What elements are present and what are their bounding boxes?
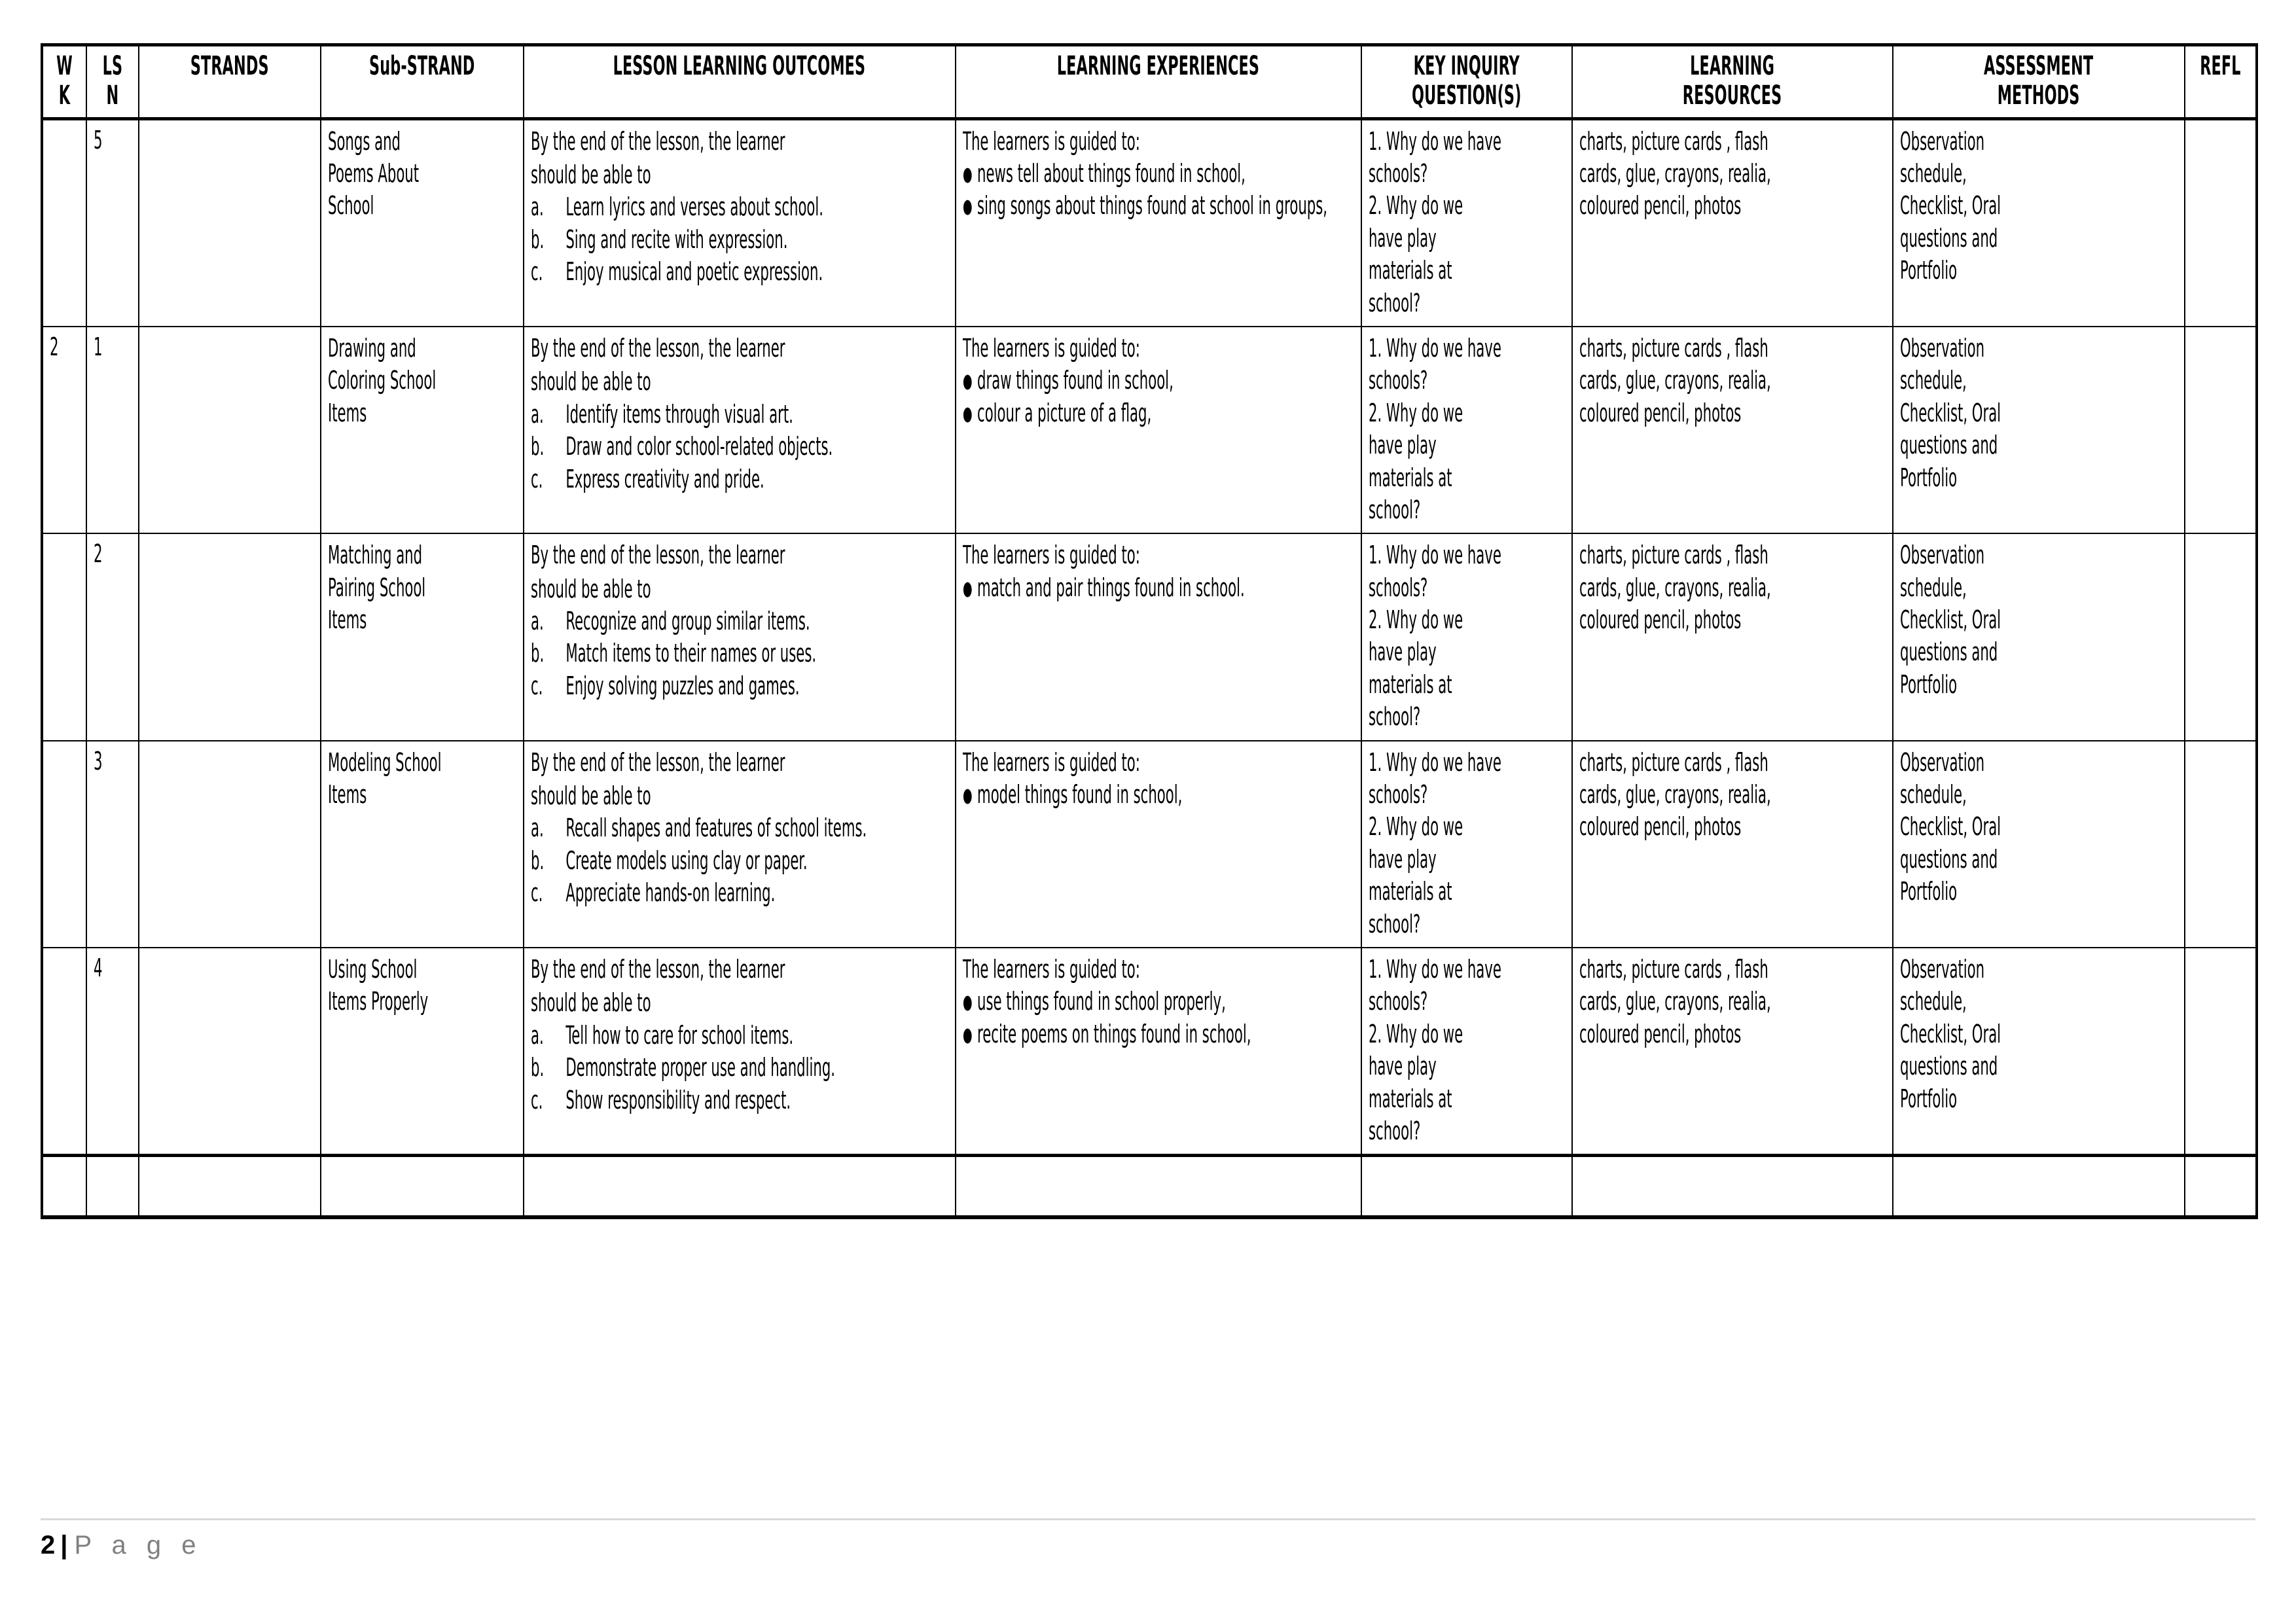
resource-line: cards, glue, crayons, realia, xyxy=(1579,573,1771,602)
header-asm-line1: ASSESSMENT xyxy=(1984,51,2094,81)
bullet-icon xyxy=(963,399,977,427)
kiq-line: have play xyxy=(1369,844,1437,874)
resource-line: charts, picture cards , flash xyxy=(1579,747,1768,777)
kiq-line: schools? xyxy=(1369,158,1428,188)
header-strands-label: STRANDS xyxy=(190,51,269,81)
cell-strand xyxy=(139,948,321,1156)
cell-key-inquiry-questions xyxy=(1361,741,1572,948)
kiq-line: materials at xyxy=(1369,877,1452,906)
outcomes-block xyxy=(531,747,948,910)
cell-week xyxy=(42,118,86,327)
outcome-item xyxy=(531,224,948,256)
resources-block xyxy=(1579,747,1885,844)
assessment-line: schedule, xyxy=(1900,366,1967,395)
kiq-line: have play xyxy=(1369,431,1437,460)
footer-page-indicator xyxy=(41,1531,2255,1560)
footer-divider xyxy=(41,1518,2255,1520)
kiq-block xyxy=(1369,332,1564,526)
table-row xyxy=(42,118,2257,327)
cell-strand xyxy=(139,327,321,533)
assessment-line: Portfolio xyxy=(1900,669,1958,699)
assessment-line: schedule, xyxy=(1900,158,1967,188)
column-header-reflection xyxy=(2185,45,2257,119)
kiq-line: materials at xyxy=(1369,669,1452,699)
outcome-item xyxy=(531,463,948,495)
outcomes-lead-line2: should be able to xyxy=(531,574,651,603)
assessment-line: Checklist, Oral xyxy=(1900,605,2001,635)
experience-item xyxy=(963,779,1354,811)
bullet-icon xyxy=(963,573,977,602)
resource-line: charts, picture cards , flash xyxy=(1579,954,1768,984)
assessment-line: Checklist, Oral xyxy=(1900,812,2001,842)
outcome-marker: b. xyxy=(531,1053,545,1082)
kiq-block xyxy=(1369,126,1564,319)
experiences-lead: The learners is guided to: xyxy=(963,541,1140,570)
outcome-text: Draw and color school-related objects. xyxy=(565,432,833,461)
resources-block xyxy=(1579,539,1885,636)
assessment-line: schedule, xyxy=(1900,573,1967,602)
outcome-marker: b. xyxy=(531,224,545,254)
column-header-learning-experiences xyxy=(956,45,1361,119)
experiences-list xyxy=(963,986,1354,1050)
experience-item xyxy=(963,365,1354,397)
cell-lesson-learning-outcomes xyxy=(524,533,956,740)
assessment-block xyxy=(1900,747,2177,908)
outcome-item xyxy=(531,877,948,909)
cell-key-inquiry-questions xyxy=(1361,327,1572,533)
header-kiq-line1: KEY INQUIRY xyxy=(1413,51,1520,81)
resource-line: coloured pencil, photos xyxy=(1579,605,1742,635)
cell-empty[interactable] xyxy=(42,1156,86,1217)
header-lsn-line2: N xyxy=(106,80,119,111)
outcome-item xyxy=(531,637,948,669)
bullet-icon xyxy=(963,191,977,220)
cell-learning-experiences xyxy=(956,533,1361,740)
cell-lesson-number xyxy=(86,948,139,1156)
experience-item xyxy=(963,158,1354,190)
outcomes-list xyxy=(531,399,948,495)
resources-block xyxy=(1579,332,1885,429)
kiq-line: have play xyxy=(1369,637,1437,667)
cell-lesson-learning-outcomes xyxy=(524,741,956,948)
sub-strand-value: Drawing and Coloring School Items xyxy=(328,333,437,427)
outcome-text: Tell how to care for school items. xyxy=(565,1020,794,1050)
cell-assessment-methods xyxy=(1893,327,2185,533)
outcomes-lead-line1: By the end of the lesson, the learner xyxy=(531,954,785,984)
cell-learning-resources xyxy=(1572,533,1893,740)
kiq-line: schools? xyxy=(1369,780,1428,810)
outcome-marker: a. xyxy=(531,1020,544,1050)
sub-strand-value: Modeling School Items xyxy=(328,747,442,810)
experience-text: model things found in school, xyxy=(977,780,1183,810)
assessment-line: questions and xyxy=(1900,431,1998,460)
cell-sub-strand xyxy=(321,741,524,948)
cell-sub-strand xyxy=(321,327,524,533)
outcomes-list xyxy=(531,812,948,909)
cell-assessment-methods xyxy=(1893,118,2185,327)
outcome-item xyxy=(531,845,948,877)
header-llo-label: LESSON LEARNING OUTCOMES xyxy=(613,51,866,81)
cell-reflection[interactable] xyxy=(2185,741,2257,948)
resources-block xyxy=(1579,954,1885,1050)
column-header-week xyxy=(42,45,86,119)
cell-strand xyxy=(139,741,321,948)
outcomes-lead-line2: should be able to xyxy=(531,988,651,1018)
outcome-text: Match items to their names or uses. xyxy=(565,639,817,668)
outcome-item xyxy=(531,431,948,463)
kiq-line: materials at xyxy=(1369,1084,1452,1113)
experiences-block xyxy=(963,954,1354,1050)
cell-assessment-methods xyxy=(1893,533,2185,740)
cell-strand xyxy=(139,533,321,740)
outcomes-lead-line1: By the end of the lesson, the learner xyxy=(531,333,785,363)
header-lsn-line1: LS xyxy=(102,51,123,81)
assessment-block xyxy=(1900,954,2177,1115)
table-row xyxy=(42,327,2257,533)
outcomes-block xyxy=(531,332,948,495)
kiq-line: 2. Why do we xyxy=(1369,398,1463,427)
kiq-line: school? xyxy=(1369,702,1421,732)
column-header-sub-strand xyxy=(321,45,524,119)
outcome-text: Recognize and group similar items. xyxy=(565,607,810,636)
assessment-line: questions and xyxy=(1900,637,1998,667)
assessment-block xyxy=(1900,539,2177,701)
assessment-line: questions and xyxy=(1900,1052,1998,1081)
resource-line: cards, glue, crayons, realia, xyxy=(1579,987,1771,1016)
cell-empty[interactable] xyxy=(139,1156,321,1217)
cell-empty[interactable] xyxy=(1572,1156,1893,1217)
experience-text: match and pair things found in school. xyxy=(977,573,1245,602)
cell-empty[interactable] xyxy=(956,1156,1361,1217)
cell-learning-resources xyxy=(1572,327,1893,533)
kiq-line: school? xyxy=(1369,1116,1421,1145)
cell-assessment-methods xyxy=(1893,948,2185,1156)
experience-item xyxy=(963,397,1354,429)
lesson-number-value: 1 xyxy=(94,332,103,361)
assessment-line: Checklist, Oral xyxy=(1900,1019,2001,1048)
outcome-marker: a. xyxy=(531,607,544,636)
outcome-item xyxy=(531,399,948,431)
scheme-of-work-table xyxy=(41,43,2258,1219)
outcome-text: Enjoy musical and poetic expression. xyxy=(565,257,823,287)
cell-reflection[interactable] xyxy=(2185,118,2257,327)
cell-reflection[interactable] xyxy=(2185,533,2257,740)
sub-strand-value: Songs and Poems About School xyxy=(328,126,420,221)
cell-week xyxy=(42,327,86,533)
cell-learning-resources xyxy=(1572,741,1893,948)
week-value: 2 xyxy=(50,332,59,361)
cell-reflection[interactable] xyxy=(2185,948,2257,1156)
assessment-line: Observation xyxy=(1900,747,1985,777)
bullet-icon xyxy=(963,366,977,395)
experiences-block xyxy=(963,747,1354,812)
resource-line: coloured pencil, photos xyxy=(1579,1019,1742,1048)
outcome-marker: b. xyxy=(531,639,545,668)
table-row-empty xyxy=(42,1156,2257,1217)
outcome-marker: a. xyxy=(531,192,544,222)
cell-week xyxy=(42,741,86,948)
table-row xyxy=(42,948,2257,1156)
outcome-marker: c. xyxy=(531,1085,543,1115)
outcome-marker: c. xyxy=(531,671,543,700)
resource-line: cards, glue, crayons, realia, xyxy=(1579,158,1771,188)
experiences-list xyxy=(963,365,1354,429)
column-header-lesson-learning-outcomes xyxy=(524,45,956,119)
kiq-block xyxy=(1369,954,1564,1147)
lesson-number-value: 4 xyxy=(94,953,103,982)
experiences-list xyxy=(963,158,1354,223)
kiq-line: materials at xyxy=(1369,463,1452,492)
header-asm-line2: METHODS xyxy=(1997,80,2080,111)
experience-text: recite poems on things found in school, xyxy=(977,1019,1251,1048)
cell-lesson-learning-outcomes xyxy=(524,948,956,1156)
cell-week xyxy=(42,533,86,740)
assessment-line: Observation xyxy=(1900,954,1985,984)
column-header-strands xyxy=(139,45,321,119)
experiences-block xyxy=(963,539,1354,604)
outcome-marker: c. xyxy=(531,257,543,287)
kiq-line: have play xyxy=(1369,223,1437,253)
bullet-icon xyxy=(963,159,977,188)
experiences-lead: The learners is guided to: xyxy=(963,747,1140,777)
resource-line: charts, picture cards , flash xyxy=(1579,333,1768,363)
assessment-line: Observation xyxy=(1900,126,1985,156)
resource-line: cards, glue, crayons, realia, xyxy=(1579,366,1771,395)
kiq-line: have play xyxy=(1369,1052,1437,1081)
cell-sub-strand xyxy=(321,533,524,740)
kiq-line: 2. Why do we xyxy=(1369,812,1463,842)
outcome-marker: a. xyxy=(531,813,544,843)
column-header-key-inquiry-questions xyxy=(1361,45,1572,119)
experience-text: draw things found in school, xyxy=(977,366,1174,395)
header-sub-strand-label: Sub-STRAND xyxy=(369,51,475,81)
cell-empty[interactable] xyxy=(86,1156,139,1217)
kiq-line: schools? xyxy=(1369,987,1428,1016)
kiq-block xyxy=(1369,747,1564,940)
outcomes-lead-line1: By the end of the lesson, the learner xyxy=(531,747,785,777)
outcome-text: Demonstrate proper use and handling. xyxy=(565,1053,836,1082)
outcomes-lead-line2: should be able to xyxy=(531,367,651,397)
resource-line: charts, picture cards , flash xyxy=(1579,541,1768,570)
page-footer xyxy=(41,1518,2255,1560)
cell-key-inquiry-questions xyxy=(1361,118,1572,327)
bullet-icon xyxy=(963,1020,977,1048)
resource-line: coloured pencil, photos xyxy=(1579,191,1742,221)
outcome-marker: b. xyxy=(531,432,545,461)
outcome-text: Sing and recite with expression. xyxy=(565,224,788,254)
kiq-line: 1. Why do we have xyxy=(1369,126,1501,156)
outcomes-lead-line2: should be able to xyxy=(531,781,651,811)
outcome-item xyxy=(531,191,948,223)
header-kiq-line2: QUESTION(S) xyxy=(1412,80,1522,111)
outcomes-list xyxy=(531,605,948,702)
outcome-item xyxy=(531,1052,948,1084)
assessment-block xyxy=(1900,332,2177,494)
header-res-line2: RESOURCES xyxy=(1682,80,1782,111)
cell-lesson-learning-outcomes xyxy=(524,327,956,533)
cell-reflection[interactable] xyxy=(2185,327,2257,533)
assessment-line: schedule, xyxy=(1900,780,1967,810)
assessment-line: Portfolio xyxy=(1900,1084,1958,1113)
kiq-line: 2. Why do we xyxy=(1369,1019,1463,1048)
kiq-line: school? xyxy=(1369,495,1421,524)
experiences-block xyxy=(963,332,1354,429)
kiq-block xyxy=(1369,539,1564,733)
assessment-line: Portfolio xyxy=(1900,463,1958,492)
header-lex-label: LEARNING EXPERIENCES xyxy=(1056,51,1260,81)
outcome-item xyxy=(531,1084,948,1116)
assessment-line: Observation xyxy=(1900,333,1985,363)
assessment-line: Checklist, Oral xyxy=(1900,191,2001,221)
resource-line: charts, picture cards , flash xyxy=(1579,126,1768,156)
column-header-lesson-number xyxy=(86,45,139,119)
kiq-line: 2. Why do we xyxy=(1369,605,1463,635)
experience-item xyxy=(963,190,1354,222)
outcome-item xyxy=(531,1020,948,1052)
outcome-marker: a. xyxy=(531,399,544,429)
experience-item xyxy=(963,572,1354,604)
kiq-line: 2. Why do we xyxy=(1369,191,1463,221)
experiences-lead: The learners is guided to: xyxy=(963,126,1140,156)
outcome-text: Create models using clay or paper. xyxy=(565,846,808,875)
cell-learning-experiences xyxy=(956,327,1361,533)
cell-strand xyxy=(139,118,321,327)
table-row xyxy=(42,533,2257,740)
footer-page-number: 2 xyxy=(41,1531,56,1560)
cell-lesson-number xyxy=(86,118,139,327)
lesson-number-value: 3 xyxy=(94,746,103,776)
cell-learning-experiences xyxy=(956,118,1361,327)
experiences-list xyxy=(963,779,1354,811)
experience-item xyxy=(963,1018,1354,1050)
header-res-line1: LEARNING xyxy=(1690,51,1775,81)
cell-empty[interactable] xyxy=(321,1156,524,1217)
column-header-assessment-methods xyxy=(1893,45,2185,119)
outcome-item xyxy=(531,605,948,637)
lesson-number-value: 5 xyxy=(94,125,103,154)
experiences-list xyxy=(963,572,1354,604)
table-header-row xyxy=(42,45,2257,119)
outcomes-block xyxy=(531,539,948,702)
cell-sub-strand xyxy=(321,948,524,1156)
sub-strand-value: Matching and Pairing School Items xyxy=(328,541,426,635)
outcome-item xyxy=(531,812,948,844)
lesson-number-value: 2 xyxy=(94,539,103,569)
kiq-line: 1. Why do we have xyxy=(1369,333,1501,363)
cell-empty[interactable] xyxy=(1361,1156,1572,1217)
cell-learning-experiences xyxy=(956,948,1361,1156)
cell-lesson-number xyxy=(86,741,139,948)
footer-separator: | xyxy=(60,1531,68,1560)
kiq-line: 1. Why do we have xyxy=(1369,541,1501,570)
footer-page-word: P a g e xyxy=(74,1531,203,1560)
assessment-line: schedule, xyxy=(1900,987,1967,1016)
column-header-learning-resources xyxy=(1572,45,1893,119)
kiq-line: 1. Why do we have xyxy=(1369,747,1501,777)
outcomes-list xyxy=(531,191,948,288)
experience-text: news tell about things found in school, xyxy=(977,158,1246,188)
outcome-text: Enjoy solving puzzles and games. xyxy=(565,671,800,700)
outcome-marker: c. xyxy=(531,878,543,908)
cell-learning-resources xyxy=(1572,948,1893,1156)
kiq-line: schools? xyxy=(1369,573,1428,602)
sub-strand-value: Using School Items Properly xyxy=(328,954,429,1016)
kiq-line: school? xyxy=(1369,909,1421,938)
outcome-text: Recall shapes and features of school items. xyxy=(565,813,867,843)
outcome-item xyxy=(531,256,948,288)
assessment-line: Checklist, Oral xyxy=(1900,398,2001,427)
experience-text: use things found in school properly, xyxy=(977,987,1226,1016)
outcome-item xyxy=(531,670,948,702)
outcomes-lead-line1: By the end of the lesson, the learner xyxy=(531,541,785,570)
header-wk-line2: K xyxy=(58,80,71,111)
cell-learning-resources xyxy=(1572,118,1893,327)
assessment-line: questions and xyxy=(1900,223,1998,253)
experiences-lead: The learners is guided to: xyxy=(963,954,1140,984)
experience-text: sing songs about things found at school in groups, xyxy=(977,191,1328,221)
header-wk-line1: W xyxy=(56,51,73,81)
outcome-marker: c. xyxy=(531,464,543,493)
header-refl-label: REFL xyxy=(2200,51,2241,81)
experiences-block xyxy=(963,126,1354,223)
cell-key-inquiry-questions xyxy=(1361,533,1572,740)
cell-learning-experiences xyxy=(956,741,1361,948)
kiq-line: 1. Why do we have xyxy=(1369,954,1501,984)
cell-empty[interactable] xyxy=(524,1156,956,1217)
assessment-line: questions and xyxy=(1900,844,1998,874)
outcomes-lead-line1: By the end of the lesson, the learner xyxy=(531,126,785,156)
cell-empty[interactable] xyxy=(2185,1156,2257,1217)
outcome-text: Identify items through visual art. xyxy=(565,399,793,429)
outcomes-block xyxy=(531,954,948,1116)
experience-item xyxy=(963,986,1354,1018)
assessment-line: Observation xyxy=(1900,541,1985,570)
outcomes-list xyxy=(531,1020,948,1116)
table-row xyxy=(42,741,2257,948)
outcome-text: Express creativity and pride. xyxy=(565,464,764,493)
outcome-text: Learn lyrics and verses about school. xyxy=(565,192,824,222)
cell-sub-strand xyxy=(321,118,524,327)
resource-line: cards, glue, crayons, realia, xyxy=(1579,780,1771,810)
outcomes-block xyxy=(531,126,948,289)
outcome-text: Show responsibility and respect. xyxy=(565,1085,791,1115)
cell-week xyxy=(42,948,86,1156)
kiq-line: materials at xyxy=(1369,256,1452,285)
resources-block xyxy=(1579,126,1885,223)
assessment-line: Portfolio xyxy=(1900,256,1958,285)
cell-assessment-methods xyxy=(1893,741,2185,948)
bullet-icon xyxy=(963,780,977,809)
bullet-icon xyxy=(963,987,977,1016)
outcome-marker: b. xyxy=(531,846,545,875)
outcome-text: Appreciate hands-on learning. xyxy=(565,878,776,908)
assessment-block xyxy=(1900,126,2177,287)
assessment-line: Portfolio xyxy=(1900,877,1958,906)
cell-lesson-number xyxy=(86,327,139,533)
kiq-line: school? xyxy=(1369,288,1421,317)
cell-lesson-learning-outcomes xyxy=(524,118,956,327)
experiences-lead: The learners is guided to: xyxy=(963,333,1140,363)
outcomes-lead-line2: should be able to xyxy=(531,160,651,189)
cell-empty[interactable] xyxy=(1893,1156,2185,1217)
resource-line: coloured pencil, photos xyxy=(1579,398,1742,427)
cell-lesson-number xyxy=(86,533,139,740)
experience-text: colour a picture of a flag, xyxy=(977,398,1152,427)
resource-line: coloured pencil, photos xyxy=(1579,812,1742,842)
kiq-line: schools? xyxy=(1369,366,1428,395)
cell-key-inquiry-questions xyxy=(1361,948,1572,1156)
